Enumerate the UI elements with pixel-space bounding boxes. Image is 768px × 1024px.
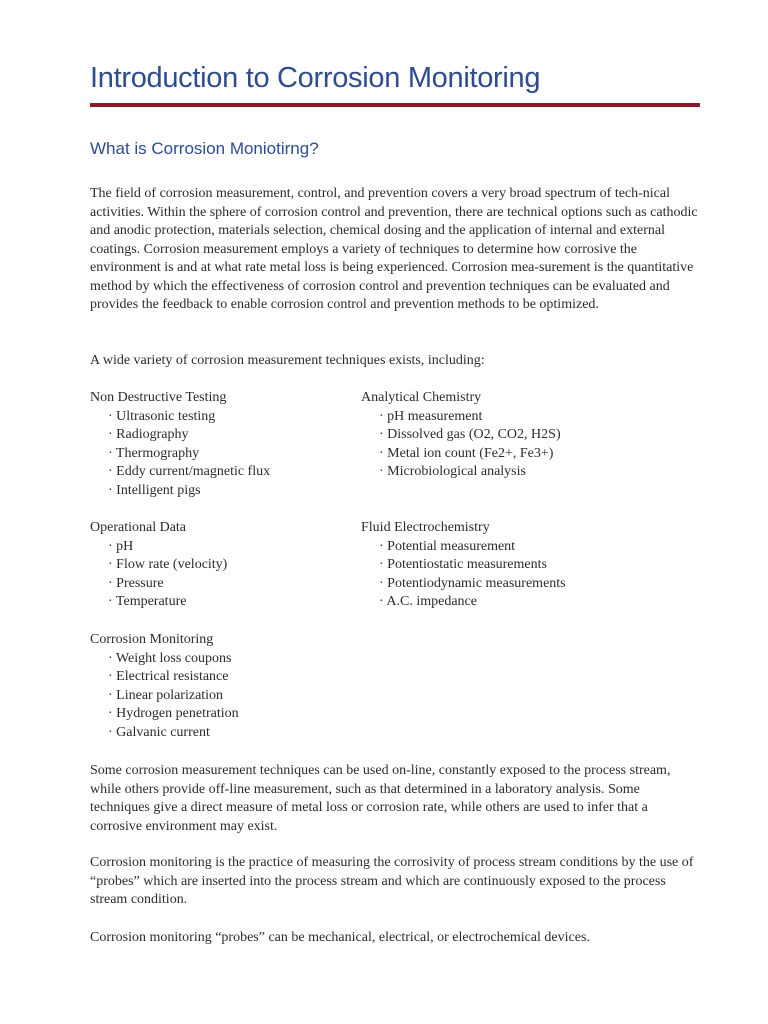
list-item: · pH — [108, 538, 134, 554]
list-item: · Metal ion count (Fe2+, Fe3+) — [379, 445, 554, 461]
list-item: · Potentiodynamic measurements — [379, 575, 566, 591]
list-item: · Microbiological analysis — [379, 464, 526, 480]
group-operational-data — [90, 519, 227, 612]
list-item: · Temperature — [108, 594, 187, 610]
technique-list — [90, 538, 227, 612]
probes-definition-paragraph: Corrosion monitoring is the practice of measuring the corrosivity of process stream conditions by the use of “probes” which are inserted into the process stream and which are continuously exposed to the process stream condition. — [90, 855, 694, 907]
section-heading: What is Corrosion Moniotirng? — [90, 139, 319, 158]
intro-paragraph: The field of corrosion measurement, control, and prevention covers a very broad spectrum of tech-nical activities. Within the sphere of corrosion control and prevention, there are technical options such as cathodic and anodic protection, materials selection, chemical dosing and the application of internal and external coatings. Corrosion measurement employs a variety of techniques to determine how corrosive the environment is and at what rate metal loss is being experienced. Corrosion mea-surement is the quantitative method by which the effectiveness of corrosion control and prevention techniques can be evaluated and provides the feedback to enable corrosion control and prevention methods to be optimized. — [90, 186, 698, 312]
page-title: Introduction to Corrosion Monitoring — [90, 62, 541, 94]
list-item: · Intelligent pigs — [108, 482, 201, 498]
list-item: · Linear polarization — [108, 687, 224, 703]
technique-list — [361, 538, 566, 612]
group-non-destructive-testing — [90, 389, 270, 501]
list-item: · Galvanic current — [108, 724, 210, 740]
technique-list — [361, 408, 561, 482]
techniques-intro: A wide variety of corrosion measurement techniques exists, including: — [90, 353, 485, 368]
group-heading: Operational Data — [90, 520, 187, 535]
group-fluid-electrochemistry — [361, 519, 566, 612]
list-item: · pH measurement — [379, 408, 483, 424]
group-heading: Fluid Electrochemistry — [361, 520, 490, 535]
list-item: · Hydrogen penetration — [108, 706, 239, 722]
list-item: · Potentiostatic measurements — [379, 557, 547, 573]
group-heading: Non Destructive Testing — [90, 390, 227, 405]
technique-list — [90, 408, 270, 501]
list-item: · Eddy current/magnetic flux — [108, 464, 271, 480]
list-item: · A.C. impedance — [379, 594, 477, 610]
list-item: · Ultrasonic testing — [108, 408, 216, 424]
list-item: · Electrical resistance — [108, 669, 229, 685]
title-divider — [90, 103, 700, 107]
group-heading: Analytical Chemistry — [361, 390, 482, 405]
online-offline-paragraph: Some corrosion measurement techniques can be used on-line, constantly exposed to the process stream, while others provide off-line measurement, such as that determined in a laboratory analysis. Some techniques give a direct measure of metal loss or corrosion rate, while others are used to infer that a corrosive environment may exist. — [90, 763, 671, 834]
group-corrosion-monitoring — [90, 631, 239, 743]
group-analytical-chemistry — [361, 389, 561, 482]
group-heading: Corrosion Monitoring — [90, 632, 214, 647]
list-item: · Radiography — [108, 427, 189, 443]
list-item: · Thermography — [108, 445, 200, 461]
list-item: · Dissolved gas (O2, CO2, H2S) — [379, 427, 561, 443]
list-item: · Flow rate (velocity) — [108, 557, 228, 573]
list-item: · Pressure — [108, 575, 164, 591]
list-item: · Weight loss coupons — [108, 650, 232, 666]
list-item: · Potential measurement — [379, 538, 516, 554]
probe-types-paragraph: Corrosion monitoring “probes” can be mechanical, electrical, or electrochemical devices. — [90, 930, 590, 945]
technique-list — [90, 650, 239, 743]
